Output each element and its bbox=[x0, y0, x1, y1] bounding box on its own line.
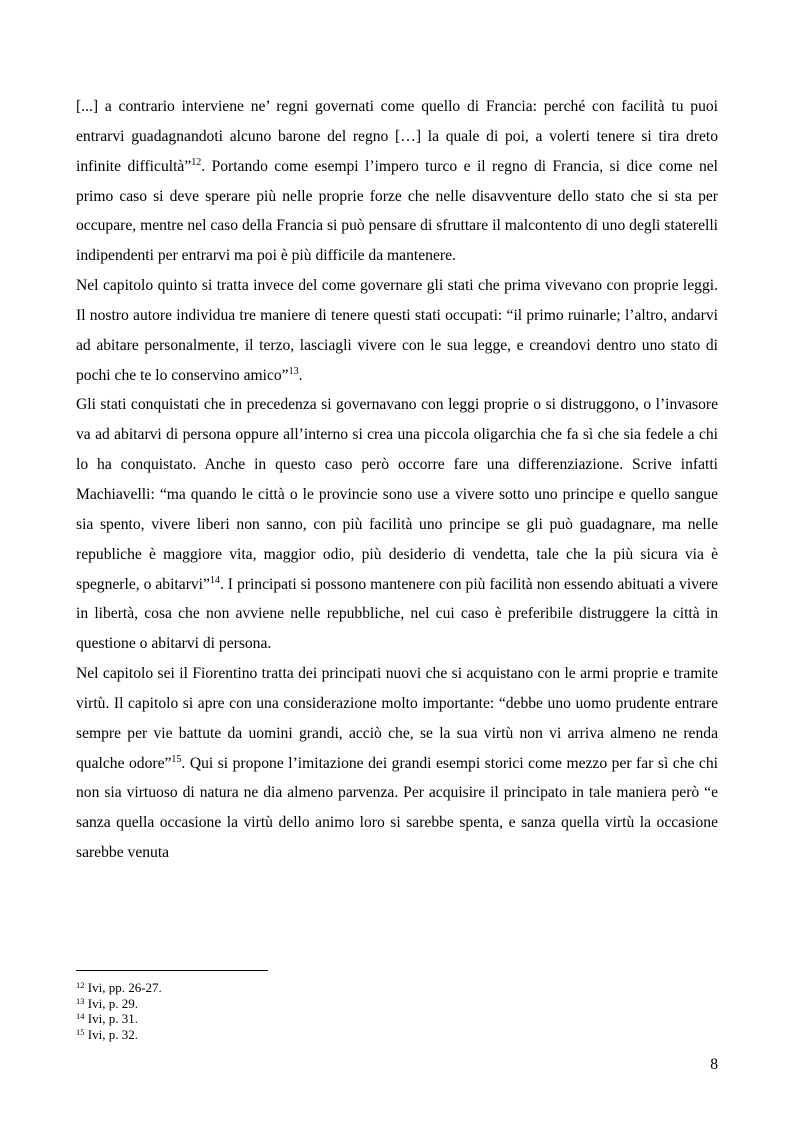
footnote-text: Ivi, p. 29. bbox=[87, 995, 138, 1011]
footnote-reference[interactable]: 12 bbox=[191, 156, 202, 168]
page-number: 8 bbox=[710, 1056, 718, 1073]
paragraph bbox=[76, 271, 718, 390]
text-run: . I principati si possono mantenere con più facilità non essendo abituati a vivere in libertà, cosa che non avviene nelle repubbliche, nel cui caso è preferibile distruggere la città in questione o abitarvi di persona. bbox=[76, 575, 718, 653]
text-run: Nel capitolo quinto si tratta invece del come governare gli stati che prima vivevano con proprie leggi. Il nostro autore individua tre maniere di tenere questi stati occupati: “il primo ruinarle; l’altro, andarvi ad abitare personalmente, il terzo, lasciagli vivere con le sua legge, e creandovi dentro uno stato di pochi che te lo conservino amico” bbox=[76, 277, 718, 384]
footnote-number: 15 bbox=[76, 1026, 85, 1037]
paragraph bbox=[76, 390, 718, 659]
text-run: . Qui si propone l’imitazione dei grandi esempi storici come mezzo per far sì che chi non sia virtuoso di natura ne dia almeno parvenza. Per acquisire il principato in tale maniera però “e sanza quella occasione la virtù dello animo loro si sarebbe spenta, e sanza quella virtù la occasione sarebbe venuta bbox=[76, 754, 718, 862]
footnote-reference[interactable]: 15 bbox=[171, 753, 182, 765]
footnote-number: 12 bbox=[76, 980, 85, 990]
body-text bbox=[76, 92, 718, 868]
footnote-number: 14 bbox=[76, 1011, 85, 1021]
footnote-text: Ivi, p. 31. bbox=[87, 1011, 138, 1026]
footnote-text: Ivi, pp. 26-27. bbox=[87, 980, 162, 995]
footnotes bbox=[76, 980, 718, 1042]
footnote-text: Ivi, p. 32. bbox=[87, 1026, 138, 1042]
text-run: Nel capitolo sei il Fiorentino tratta dei principati nuovi che si acquistano con le armi proprie e tramite virtù. Il capitolo si apre con una considerazione molto importante: “debbe uno uomo prudente entrare sempre per vie battute da uomini grandi, acciò che, se la sua virtù non vi arriva almeno ne renda qualche odore” bbox=[76, 665, 718, 772]
text-run: . bbox=[298, 366, 303, 384]
footnote-separator bbox=[76, 970, 268, 971]
paragraph bbox=[76, 92, 718, 271]
text-run: [...] a contrario interviene ne’ regni governati come quello di Francia: perché con facilità tu puoi entrarvi guadagnandoti alcuno barone del regno […] la quale di poi, a volerti tenere si tira dreto infinite difficultà” bbox=[76, 98, 718, 175]
footnote-reference[interactable]: 13 bbox=[288, 365, 299, 377]
text-run: Gli stati conquistati che in precedenza si governavano con leggi proprie o si distruggono, o l’invasore va ad abitarvi di persona oppure all’interno si crea una piccola oligarchia che fa sì che sia fedele a chi lo ha conquistato. Anche in questo caso però occorre fare una differenziazione. Scrive infatti Machiavelli: “ma quando le città o le provincie sono use a vivere sotto uno principe e quello sangue sia spento, vivere liberi non sanno, con più facilità uno principe se gli può guadagnare, ma nelle republiche è maggiore vita, maggior odio, più desiderio di vendetta, tale che la più sicura via è spegnerle, o abitarvi” bbox=[76, 396, 718, 593]
paragraph bbox=[76, 659, 718, 868]
footnote bbox=[76, 980, 718, 996]
text-run: . Portando come esempi l’impero turco e il regno di Francia, si dice come nel primo caso si deve sperare più nelle proprie forze che nelle disavventure dello stato che si sta per occupare, mentre nel caso della Francia si può pensare di sfruttare il malcontento di uno degli staterelli indipendenti per entrarvi ma poi è più difficile da mantenere. bbox=[76, 157, 718, 265]
footnote-number: 13 bbox=[76, 995, 85, 1006]
footnote bbox=[76, 996, 718, 1012]
footnote-reference[interactable]: 14 bbox=[209, 574, 220, 586]
footnote bbox=[76, 1027, 718, 1043]
footnote bbox=[76, 1011, 718, 1027]
